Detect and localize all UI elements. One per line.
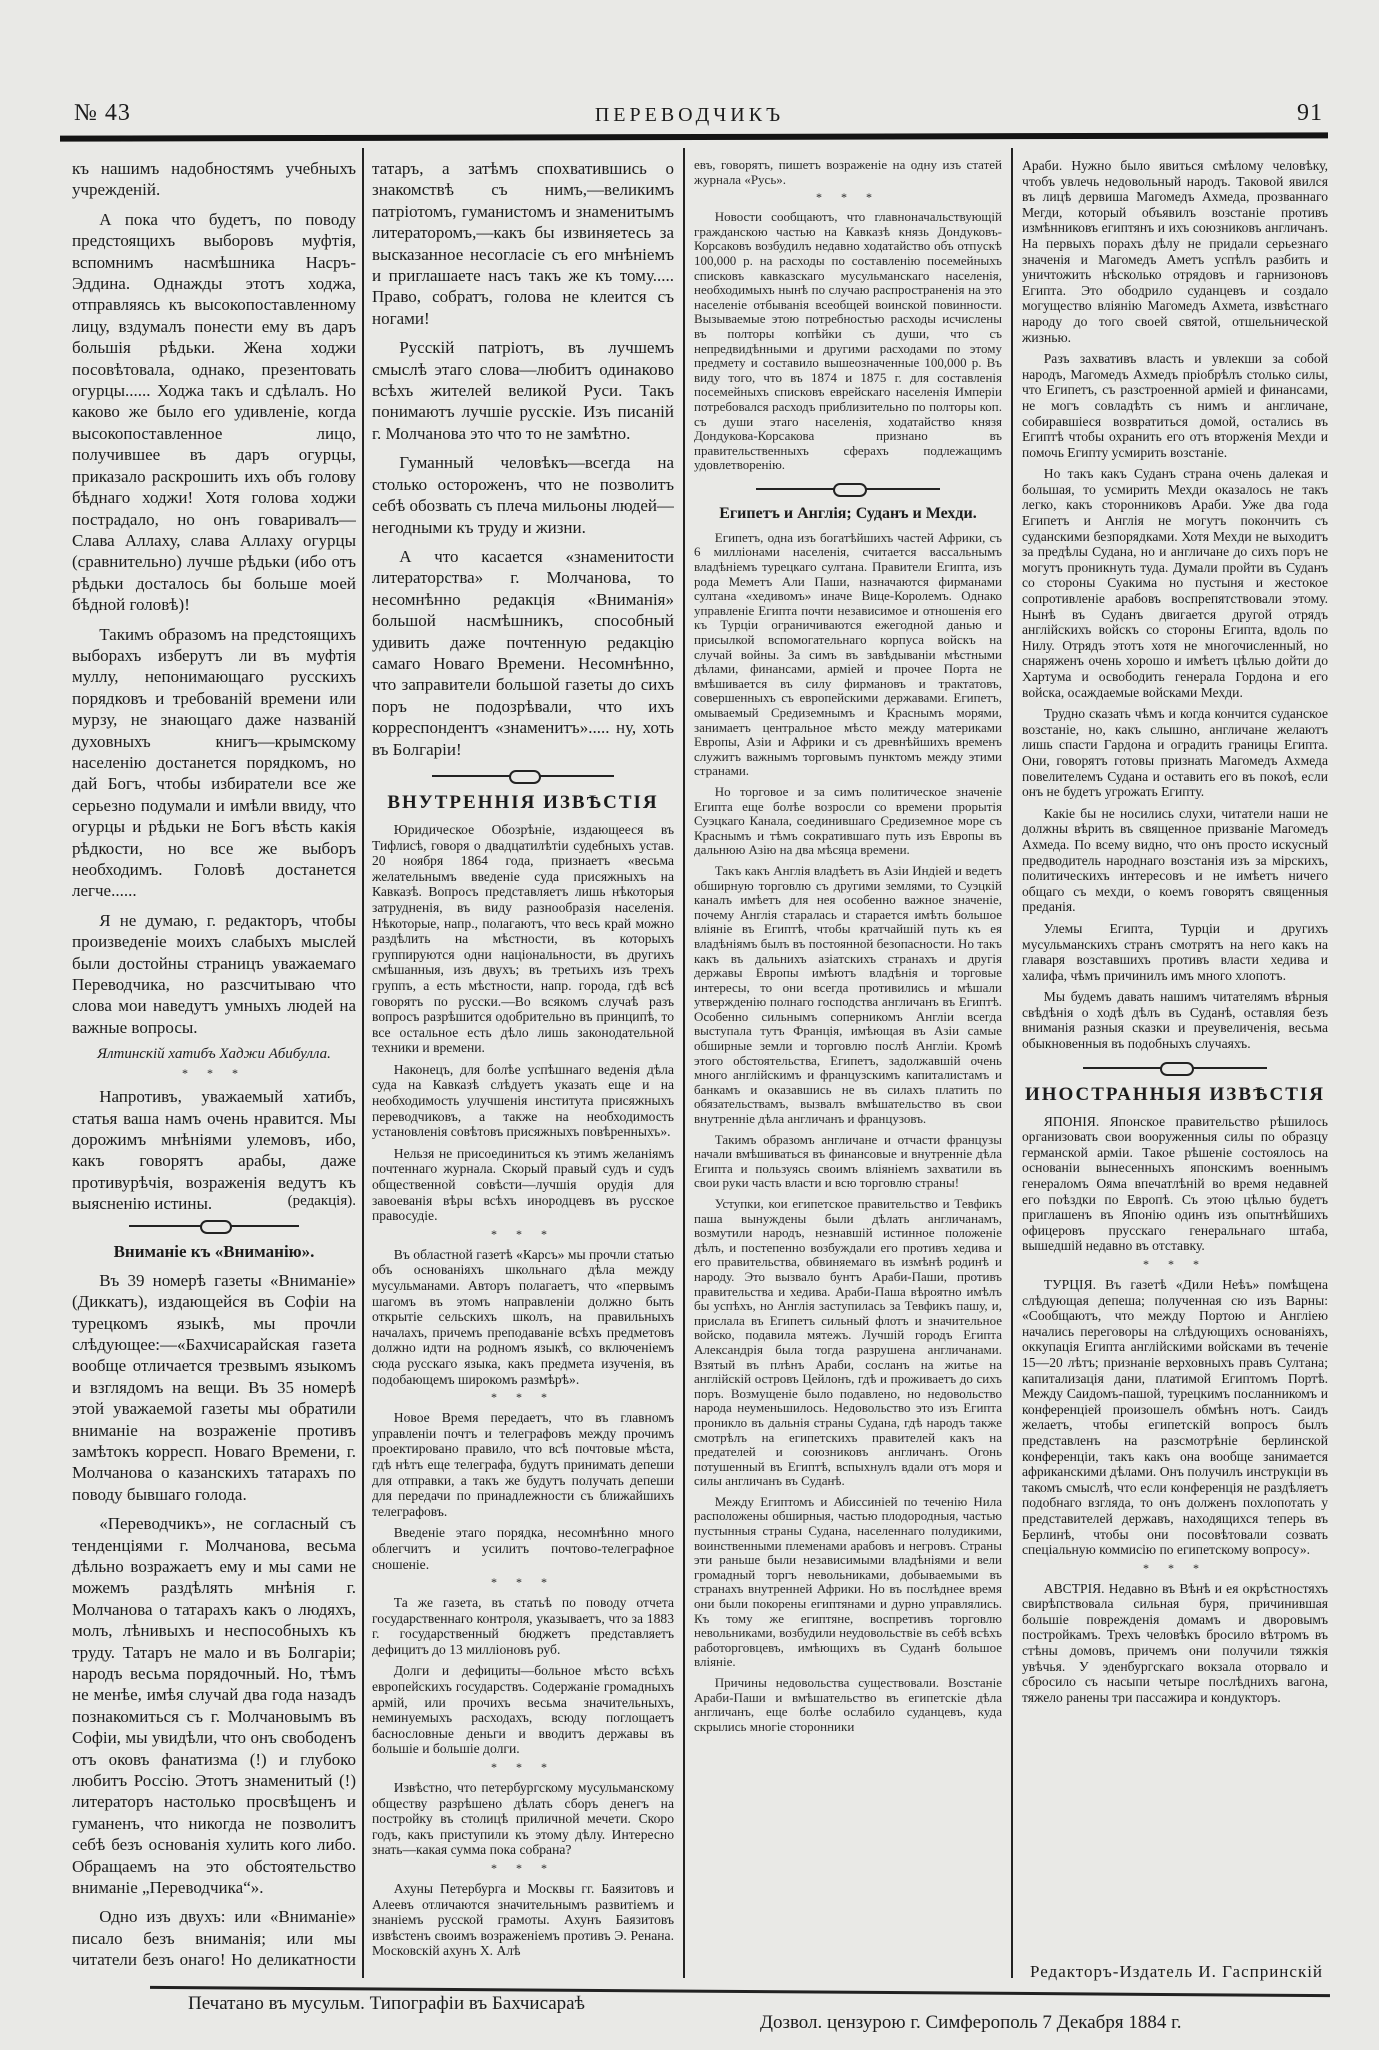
article-paragraph: Но торговое и за симъ политическое значеніе Египта еще болѣе возросли со времени прорытія Суэцкаго Канала, соединившаго Средиземное море съ Краснымъ и тѣмъ сократившаго путь изъ Европы въ дальнюю Азію на два мѣсяца времени. [694, 783, 1002, 858]
article-paragraph: АВСТРІЯ. Недавно въ Вѣнѣ и ея окрѣстностяхъ свирѣпствовала сильная буря, причинившая большіе поврежденія домамъ и дворовымъ постройкамъ. Трехъ человѣкъ бросило вѣтромъ въ стѣны домовъ, причемъ они получили тяжкія увѣчья. У эденбургскаго вокзала оторвало и сбросило съ насыпи четыре послѣднихъ вагона, тяжело ранены три пассажира и кондукторъ. [1022, 1580, 1328, 1705]
article-paragraph: Юридическое Обозрѣніе, издающееся въ Тифлисѣ, говоря о двадцатилѣтіи судебныхъ устав. 20 ноября 1864 года, признаетъ «весьма желательнымъ введеніе суда присяжныхъ на Кавказѣ. Вопросъ представляетъ лишь нѣкоторыя затрудненія, въ виду разнообразія населенія. Нѣкоторые, напр., полагаютъ, что весь край можно раздѣлить на мѣстности, въ которыхъ группируются одни національности, въ другихъ смѣшанныя, изъ двухъ; въ третьихъ изъ трехъ группъ, а есть мѣстности, напр. города, гдѣ всѣ говорятъ по русски.—Во всякомъ случаѣ разъ вопросъ разрѣшится одобрительно въ принципѣ, то все остальное есть дѣло лишь законодательной техники и времени. [372, 821, 674, 1056]
article-paragraph: Нельзя не присоединиться къ этимъ желаніямъ почтеннаго журнала. Скорый правый судъ и судъ общественной совѣсти—лучшія орудія для завоеванія вѣры всѣхъ инородцевъ въ русское правосудіе. [372, 1145, 674, 1224]
editorial-note: (редакція). [287, 1192, 356, 1209]
article-paragraph: Араби. Нужно было явиться смѣлому человѣку, чтобъ увлечь недовольный народъ. Таковой явился въ лицѣ дервиша Магомедъ Ахмеда, прозваннаго Мегди, который объявилъ возстаніе противъ измѣнниковъ египтянъ и ихъ союзниковъ англичанъ. На первыхъ порахъ дѣлу не придали серьезнаго значенія и Магомедъ Аметъ успѣлъ разбить и уничтожить нѣсколько отрядовъ и гарнизоновъ Египта. Это ободрило суданцевъ и создало могущество вліянію Магомедъ Ахмета, извѣстнаго народу до того своей святой, отшельнической жизнью. [1022, 158, 1328, 345]
article-paragraph: Мы будемъ давать нашимъ читателямъ вѣрныя свѣдѣнія о ходѣ дѣлъ въ Суданѣ, оставляя безъ вниманія разныя сказки и преувеличенія, весьма обыкновенныя въ подобныхъ случаяхъ. [1022, 989, 1328, 1052]
column-divider [362, 148, 364, 1978]
section-heading: Вниманіе къ «Вниманію». [113, 1241, 315, 1261]
article-paragraph: Египетъ, одна изъ богатѣйшихъ частей Африки, съ 6 милліонами населенія, считается вассальнымъ владѣніемъ турецкаго султана. Правители Египта, изъ рода Меметъ Али Паши, назначаются фирманами султана «хедивомъ» иначе Вице-Королемъ. Однако управленіе Египта почти независимое и отношенія его къ Турціи ограничиваются ежегодной данью и присылкой вспомогательнаго корпуса войскъ на случай войны. За симъ въ завѣдываніи мѣстными дѣлами, финансами, арміей и прочее Порта не вмѣшивается въ силу фирмановъ и трактатовъ, совершенныхъ съ европейскими державами. Египетъ, омываемый Средиземнымъ и Краснымъ морями, занимаетъ центральное мѣсто между материками Европы, Азіи и Африки и съ древнѣйшихъ временъ служитъ важнымъ торговымъ пунктомъ между этими странами. [694, 529, 1002, 779]
asterism-separator: * * * [491, 1390, 555, 1405]
article-paragraph: Гуманный человѣкъ—всегда на столько остороженъ, что не позволитъ себѣ обозвать съ плеча мильоны людей—негодными къ труду и жизни. [372, 453, 674, 537]
article-paragraph: Я не думаю, г. редакторъ, чтобы произведеніе моихъ слабыхъ мыслей были достойны страницъ уважаемаго Переводчика, но разсчитываю что слова мои наведутъ умныхъ людей на важные вопросы. [72, 910, 356, 1037]
article-paragraph: Трудно сказать чѣмъ и когда кончится суданское возстаніе, но, какъ слышно, англичане желаютъ лишь спасти Гардона и оградить границы Египта. Они, говорятъ готовы признать Магомедъ Ахмеда повелителемъ Судана и оставить его въ покоѣ, если онъ не будетъ угрожать Египту. [1022, 706, 1328, 800]
article-paragraph: ЯПОНІЯ. Японское правительство рѣшилось организовать свои вооруженныя силы по образцу германской арміи. Такое рѣшеніе состоялось на основаніи вынесенныхъ японскимъ военнымъ генераломъ Ояма впечатлѣній во время недавней его поѣздки по Европѣ. Съ этою цѣлью будетъ приглашенъ въ Японію одинъ изъ опытнѣйшихъ офицеровъ прусскаго генеральнаго штаба, вышедшій недавно въ отставку. [1022, 1113, 1328, 1254]
asterism-separator: * * * [816, 190, 880, 205]
page-number: 91 [1297, 100, 1323, 126]
article-paragraph: Улемы Египта, Турціи и другихъ мусульманскихъ странъ смотрятъ на него какъ на главаря возставшихъ противъ власти хедива и халифа, чѣмъ причинилъ имъ много хлопотъ. [1022, 920, 1328, 983]
signature: Ялтинскій хатибъ Хаджи Абибулла. [97, 1046, 331, 1063]
censor-approval: Дозвол. цензурою г. Симферополь 7 Декабря 1884 г. [760, 2012, 1182, 2033]
issue-number: № 43 [74, 100, 131, 126]
asterism-separator: * * * [182, 1066, 246, 1081]
article-paragraph: Долги и дефициты—больное мѣсто всѣхъ европейскихъ государствъ. Содержаніе громадныхъ армій, или прочихъ весьма значительныхъ, неминуемыхъ расходахъ, всюду поглощаетъ баснословные деньги и вводитъ державы въ большіе и большіе долги. [372, 1663, 674, 1757]
header-rule [60, 132, 1328, 141]
column-3 [694, 158, 1002, 1973]
asterism-separator: * * * [491, 1760, 555, 1775]
article-paragraph: Такимъ образомъ англичане и отчасти французы начали вмѣшиваться въ финансовые и внутренніе дѣла Египта и пользуясь своимъ вліяніемъ захватили въ свои руки часть власти и всю торговлю страны! [694, 1131, 1002, 1191]
article-paragraph: евъ, говорятъ, пишетъ возраженіе на одну изъ статей журнала «Русь». [694, 158, 1002, 187]
article-paragraph: Уступки, кои египетское правительство и Тевфикъ паша вынуждены были дѣлать англичанамъ, возмутили народъ, незнавшій истинное положеніе дѣлъ, и постепенно возбуждали его противъ хедива и его правительства, обвиняемаго въ измѣнѣ родинѣ и народу. Это вызвало бунтъ Араби-Паши, противъ правительства и хедива. Араби-Паша вѣроятно имѣлъ бы успѣхъ, но Англія заступилась за Тевфикъ пашу, и, прислала въ Египетъ сильный флотъ и значительное войско, подавила мятежъ. Лучшій городъ Египта Александрія была тогда разрушена англичанами. Взятый въ плѣнъ Араби, сосланъ на житье на англійскій островъ Цейлонъ, гдѣ и проживаетъ до сихъ поръ. Возмущеніе было подавлено, но недовольство народа неуменьшилось. Недовольство это изъ Египта проникло въ дальнія страны Судана, гдѣ народъ также смотрѣлъ на египетскихъ правителей какъ на предателей и союзниковъ англичанъ. Огонь потушенный въ Египтѣ, вспыхнулъ вдали отъ моря и силы англичанъ въ Суданѣ. [694, 1196, 1002, 1489]
asterism-separator: * * * [491, 1575, 555, 1590]
article-paragraph: ТУРЦІЯ. Въ газетѣ «Дили Неѣъ» помѣщена слѣдующая депеша; полученная сю изъ Варны: «Сообщаютъ, что между Портою и Англіею начались переговоры на слѣдующихъ основаніяхъ, оккупація Египта англійскими войсками въ теченіе 15—20 лѣтъ; признаніе верховныхъ правъ Султана; капитализація дани, платимой Египтомъ Портѣ. Между Саидомъ-пашой, турецкимъ посланникомъ и конференціей произошелъ обмѣнъ нотъ. Саидъ желаетъ, чтобы египетскій вопросъ былъ представленъ на разсмотрѣніе берлинской конференціи, такъ какъ она вообще занимается африканскими дѣлами. Онъ получилъ инструкціи въ такомъ смыслѣ, что если конференція не раздѣляетъ подобнаго взгляда, то онъ долженъ похлопотать у представителей державъ, находящихся теперь въ Берлинѣ, чтобы они посовѣтовали созвать спеціальную коммисію по египетскому вопросу». [1022, 1277, 1328, 1558]
article-paragraph: Между Египтомъ и Абиссиніей по теченію Нила расположены обширныя, частью плодородныя, частью пустынныя страны Судана, населеннаго полудикими, воинственными племенами арабовъ и негровъ. Страны эти раньше были независимыми владѣніями и вели громадный торгъ невольниками, добываемыми въ странахъ внутренней Африки. Но въ послѣднее время они были покорены египтянами и дурно управлялись. Къ тому же египтяне, воспретивъ торговлю невольниками, возбудили неудовольствіе въ себѣ всѣхъ работорговцевъ, имѣющихъ въ Суданѣ большое вліяніе. [694, 1493, 1002, 1670]
article-paragraph: Въ 39 номерѣ газеты «Вниманіе» (Диккатъ), издающейся въ Софіи на турецкомъ языкѣ, мы прочли слѣдующее:—«Бахчисарайская газета вообще отличается трезвымъ языкомъ и взглядомъ на вещи. Въ 35 номерѣ этой уважаемой газеты мы обратили вниманіе на возраженіе противъ замѣтокъ корресп. Новаго Времени, г. Молчанова о казанскихъ татарахъ по поводу бывшаго голода. [72, 1270, 356, 1504]
asterism-separator: * * * [1143, 1560, 1207, 1575]
ornament-divider [432, 768, 613, 784]
article-paragraph: Разъ захвативъ власть и увлекши за собой народъ, Магомедъ Ахмедъ пріобрѣлъ столько силы, что Египетъ, съ разстроенной арміей и финансами, не могъ совладѣть съ нимъ и англичане, собиравшіеся возвратиться домой, остались въ Египтѣ чтобы охранить его отъ вторженія Мехди и помочь Египту усмирить возстаніе. [1022, 351, 1328, 460]
section-heading: ИНОСТРАННЫЯ ИЗВѢСТІЯ [1024, 1083, 1326, 1105]
article-paragraph: Такъ какъ Англія владѣетъ въ Азіи Индіей и ведетъ обширную торговлю съ другими землями, то Суэцкій каналъ имѣетъ для нея особенно важное значеніе, почему Англія старалась и старается имѣть большое вліяніе въ Египтѣ, чтобы кратчайшій путь къ ея владѣніямъ былъ въ постоянной безопасности. Но такъ какъ въ дальнихъ азіатскихъ странахъ и другія державы Европы имѣютъ владѣнія и торговые интересы, то они всегда противились и мѣшали утвержденію полнаго господства англичанъ въ Египтѣ. Особенно сильнымъ соперникомъ Англіи всегда выступала тутъ Франція, имѣющая въ Азіи самые обширные земли и торговлю послѣ Англіи. Кромѣ этого обстоятельства, Египетъ, задолжавшій очень много англійскимъ и французскимъ капиталистамъ и банкамъ и оказавшись не въ силахъ платить по обязательствамъ, вызвалъ вмѣшательство въ свои внутренніе дѣла англичанъ и французовъ. [694, 862, 1002, 1127]
newspaper-title: ПЕРЕВОДЧИКЪ [594, 104, 785, 126]
article-paragraph: Въ областной газетѣ «Карсъ» мы прочли статью объ основаніяхъ школьнаго дѣла между мусульманами. Авторъ полагаетъ, что «первымъ шагомъ въ этомъ направленіи должно быть открытіе сельскихъ школъ, на правильныхъ началахъ, причемъ преподаваніе всѣхъ предметовъ должно идти на родномъ языкѣ, со включеніемъ сюда русскаго языка, какъ предмета изученія, въ подобающемъ широкомъ размѣрѣ». [372, 1246, 674, 1387]
article-paragraph: Та же газета, въ статьѣ по поводу отчета государственнаго контроля, указываетъ, что за 1883 г. государственный бюджетъ представляетъ дефицитъ до 13 милліоновъ руб. [372, 1595, 674, 1657]
article-paragraph: Ахуны Петербурга и Москвы гг. Баязитовъ и Алеевъ отличаются значительнымъ развитіемъ и знаніемъ русской грамоты. Ахунъ Баязитовъ извѣстенъ своимъ возраженіемъ противъ Э. Ренана. Московскій ахунъ Х. Алѣ [372, 1881, 674, 1959]
asterism-separator: * * * [1143, 1257, 1207, 1271]
article-paragraph: А что касается «знаменитости литераторства» г. Молчанова, то несомнѣнно редакція «Вниманія» большой насмѣшникъ, способный удивить даже почтенную редакцію самаго Новаго Времени. Несомнѣнно, что заправители большой газеты до сихъ поръ не подозрѣвали, что ихъ корреспондентъ «знаменитъ»..... ну, хоть въ Болгаріи! [372, 546, 674, 759]
article-paragraph: Одно изъ двухъ: или «Вниманіе» писало безъ вниманія; или мы читатели безъ онаго! Но деликатности [72, 1907, 356, 1970]
article-paragraph: А пока что будетъ, по поводу предстоящихъ выборовъ муфтія, вспомнимъ насмѣшника Насръ-Эддина. Однажды этотъ ходжа, отправляясь къ высокопоставленному лицу, вздумалъ понести ему въ даръ большія рѣдьки. Жена ходжи посовѣтовала, однако, презентовать огурцы...... Ходжа такъ и сдѣлалъ. Но каково же было его удивленіе, когда высокопоставленное лицо, получившее въ даръ огурцы, приказало раскрошить ихъ объ голову бѣднаго ходжи! Хотя голова ходжи пострадало, но онъ говаривалъ—Слава Аллаху, слава Аллаху огурцы (сравнительно) лучше рѣдьки (ибо отъ рѣдьки досталось бы больше моей бѣдной головѣ)! [72, 209, 356, 615]
column-4 [1022, 158, 1328, 1973]
article-paragraph: Извѣстно, что петербургскому мусульманскому обществу разрѣшено дѣлать сборъ денегъ на постройку въ столицѣ приличной мечети. Скоро годъ, какъ приступили къ этому дѣлу. Интересно знать—какая сумма пока собрана? [372, 1780, 674, 1858]
column-2 [372, 158, 674, 1973]
column-divider [683, 148, 685, 1978]
article-paragraph: къ нашимъ надобностямъ учебныхъ учрежденій. [72, 159, 356, 200]
column-divider [1011, 148, 1013, 1978]
article-paragraph: Какіе бы не носились слухи, читатели наши не должны вѣрить въ священное призваніе Магомедъ Ахмеда. По всему видно, что онъ просто искусный предводитель народнаго возстанія изъ за мірскихъ, политическихъ интересовъ и не имѣетъ ничего общаго съ мехди, о коемъ говорятъ священныя преданія. [1022, 805, 1328, 915]
article-paragraph: Новое Время передаетъ, что въ главномъ управленіи почтъ и телеграфовъ между прочимъ проектировано правило, что всѣ почтовые мѣста, гдѣ нѣтъ еще телеграфа, будутъ принимать депеши для отправки, а такъ же будутъ получать депеши для передачи по принадлежности съ ближайшихъ телеграфовъ. [372, 1410, 674, 1519]
article-paragraph: Наконецъ, для болѣе успѣшнаго веденія дѣла суда на Кавказѣ слѣдуетъ указать еще и на необходимость улучшенія института присяжныхъ переводчиковъ, а также на необходимость установленія совѣтовъ присяжныхъ повѣренныхъ». [372, 1061, 674, 1140]
article-paragraph: Русскій патріотъ, въ лучшемъ смыслѣ этаго слова—любитъ одинаково всѣхъ жителей великой Руси. Такъ понимаютъ лучшіе русскіе. Изъ писаній г. Молчанова это что то не замѣтно. [372, 338, 674, 443]
editor-publisher: Редакторъ-Издатель И. Гаспринскій [1030, 1962, 1324, 1981]
article-paragraph: татаръ, а затѣмъ спохватившись о знакомствѣ съ нимъ,—великимъ патріотомъ, гуманистомъ и знаменитымъ литераторомъ,—какъ бы извиняетесь за высказанное несогласіе съ его мнѣніемъ и приглашаете насъ такъ же къ тому..... Право, собратъ, голова не клеится съ ногами! [372, 159, 674, 328]
section-heading: Египетъ и Англія; Суданъ и Мехди. [719, 504, 977, 522]
column-1 [72, 158, 356, 1973]
article-paragraph: Введеніе этаго порядка, несомнѣнно много облегчитъ и усилитъ почтово-телеграфное сношеніе. [372, 1525, 674, 1572]
asterism-separator: * * * [491, 1226, 555, 1241]
article-paragraph: Но такъ какъ Суданъ страна очень далекая и большая, то усмирить Мехди оказалось не такъ легко, какъ сторонниковъ Араби. Уже два года Египетъ и Англія не могутъ покончить съ суданскими безпорядками. Хотя Мехди не выходитъ за предѣлы Судана, но и англичане до сихъ поръ не могутъ проникнуть туда. Думали пройти въ Суданъ со стороны Суакима но пустыня и жестокое сопротивленіе арабовъ воспрепятствовали этому. Нынѣ въ Суданъ двигается другой отрядъ англійскихъ войскъ со стороны Египта, вдоль по Нилу. Отрядъ этотъ хотя не многочисленный, но снаряженъ очень хорошо и имѣетъ цѣлью дойти до Хартума и освободить генерала Гордона и его войска, осаждаемые войсками Мехди. [1022, 466, 1328, 700]
article-paragraph: Причины недовольства существовали. Возстаніе Араби-Паши и вмѣшательство въ египетскіе дѣла англичанъ, еще болѣе ослабило суданцевъ, куда скрылись многіе сторонники [694, 1675, 1002, 1734]
article-paragraph: Напротивъ, уважаемый хатибъ, статья ваша намъ очень нравится. Мы дорожимъ мнѣніями улемовъ, ибо, какъ говорятъ арабы, даже противурѣчія, возраженія ведутъ къ выясненію истины. [72, 1087, 356, 1214]
article-paragraph: Новости сообщаютъ, что главноначальствующій гражданскою частью на Кавказѣ князь Дондуковъ-Корсаковъ возбудилъ недавно ходатайство объ отпускѣ 100,000 р. на расходы по составленію посемейныхъ списковъ кавказскаго мусульманскаго населенія, необходимыхъ нынѣ по случаю распространенія на это населеніе отбыванія всеобщей воинской повинности. Вызываемые этою потребностью расходы исчислены въ полторы копѣйки съ души, что съ непредвидѣнными и другими расходами по этому предмету и составило вышеозначенные 100,000 р. Въ виду того, что въ 1874 и 1875 г. для составленія посемейныхъ списковъ еврейскаго населенія Имперіи потребовался расходъ приблизительно по полторы коп. съ души этаго населенія, ходатайство князя Дондукова-Корсакова признано въ правительственныхъ сферахъ подлежащимъ удовлетворенію. [694, 209, 1002, 473]
article-paragraph: Такимъ образомъ на предстоящихъ выборахъ изберутъ ли въ муфтія муллу, непонимающаго русскихъ порядковъ и требованій времени или мурзу, не знающаго даже названій духовныхъ книгъ—крымскому населенію достанется порядкомъ, но дай Богъ, чтобы избиратели все же серьезно подумали и имѣли ввиду, что огурцы и рѣдьки не Богъ вѣсть какія рѣдкости, но все же выборъ необходимъ. Головѣ достанется легче...... [72, 624, 356, 901]
ornament-divider [129, 1218, 299, 1234]
ornament-divider [1083, 1060, 1267, 1076]
printer-imprint: Печатано въ мусульм. Типографіи въ Бахчисараѣ [188, 1993, 585, 2014]
ornament-divider [756, 481, 941, 497]
article-paragraph: «Переводчикъ», не согласный съ тенденціями г. Молчанова, весьма дѣльно возражаетъ ему и мы сами не можемъ раздѣлять мнѣнія г. Молчанова о татарахъ какъ о людяхъ, молъ, лѣнивыхъ и неспособныхъ къ труду. Татаръ не мало и въ Болгаріи; народъ весьма порядочный. Но, тѣмъ не менѣе, имѣя случай два года назадъ познакомиться съ г. Молчановымъ въ Софіи, мы увидѣли, что онъ свободенъ отъ оковъ фанатизма (!) и глубоко любитъ Россію. Этотъ знаменитый (!) литераторъ настолько просвѣщенъ и гуманенъ, что никогда не позволитъ себѣ безъ основанія хулить кого либо. Обращаемъ на это обстоятельство вниманіе „Переводчика“». [72, 1514, 356, 1898]
section-heading: ВНУТРЕННІЯ ИЗВѢСТІЯ [387, 791, 659, 813]
asterism-separator: * * * [491, 1861, 555, 1875]
